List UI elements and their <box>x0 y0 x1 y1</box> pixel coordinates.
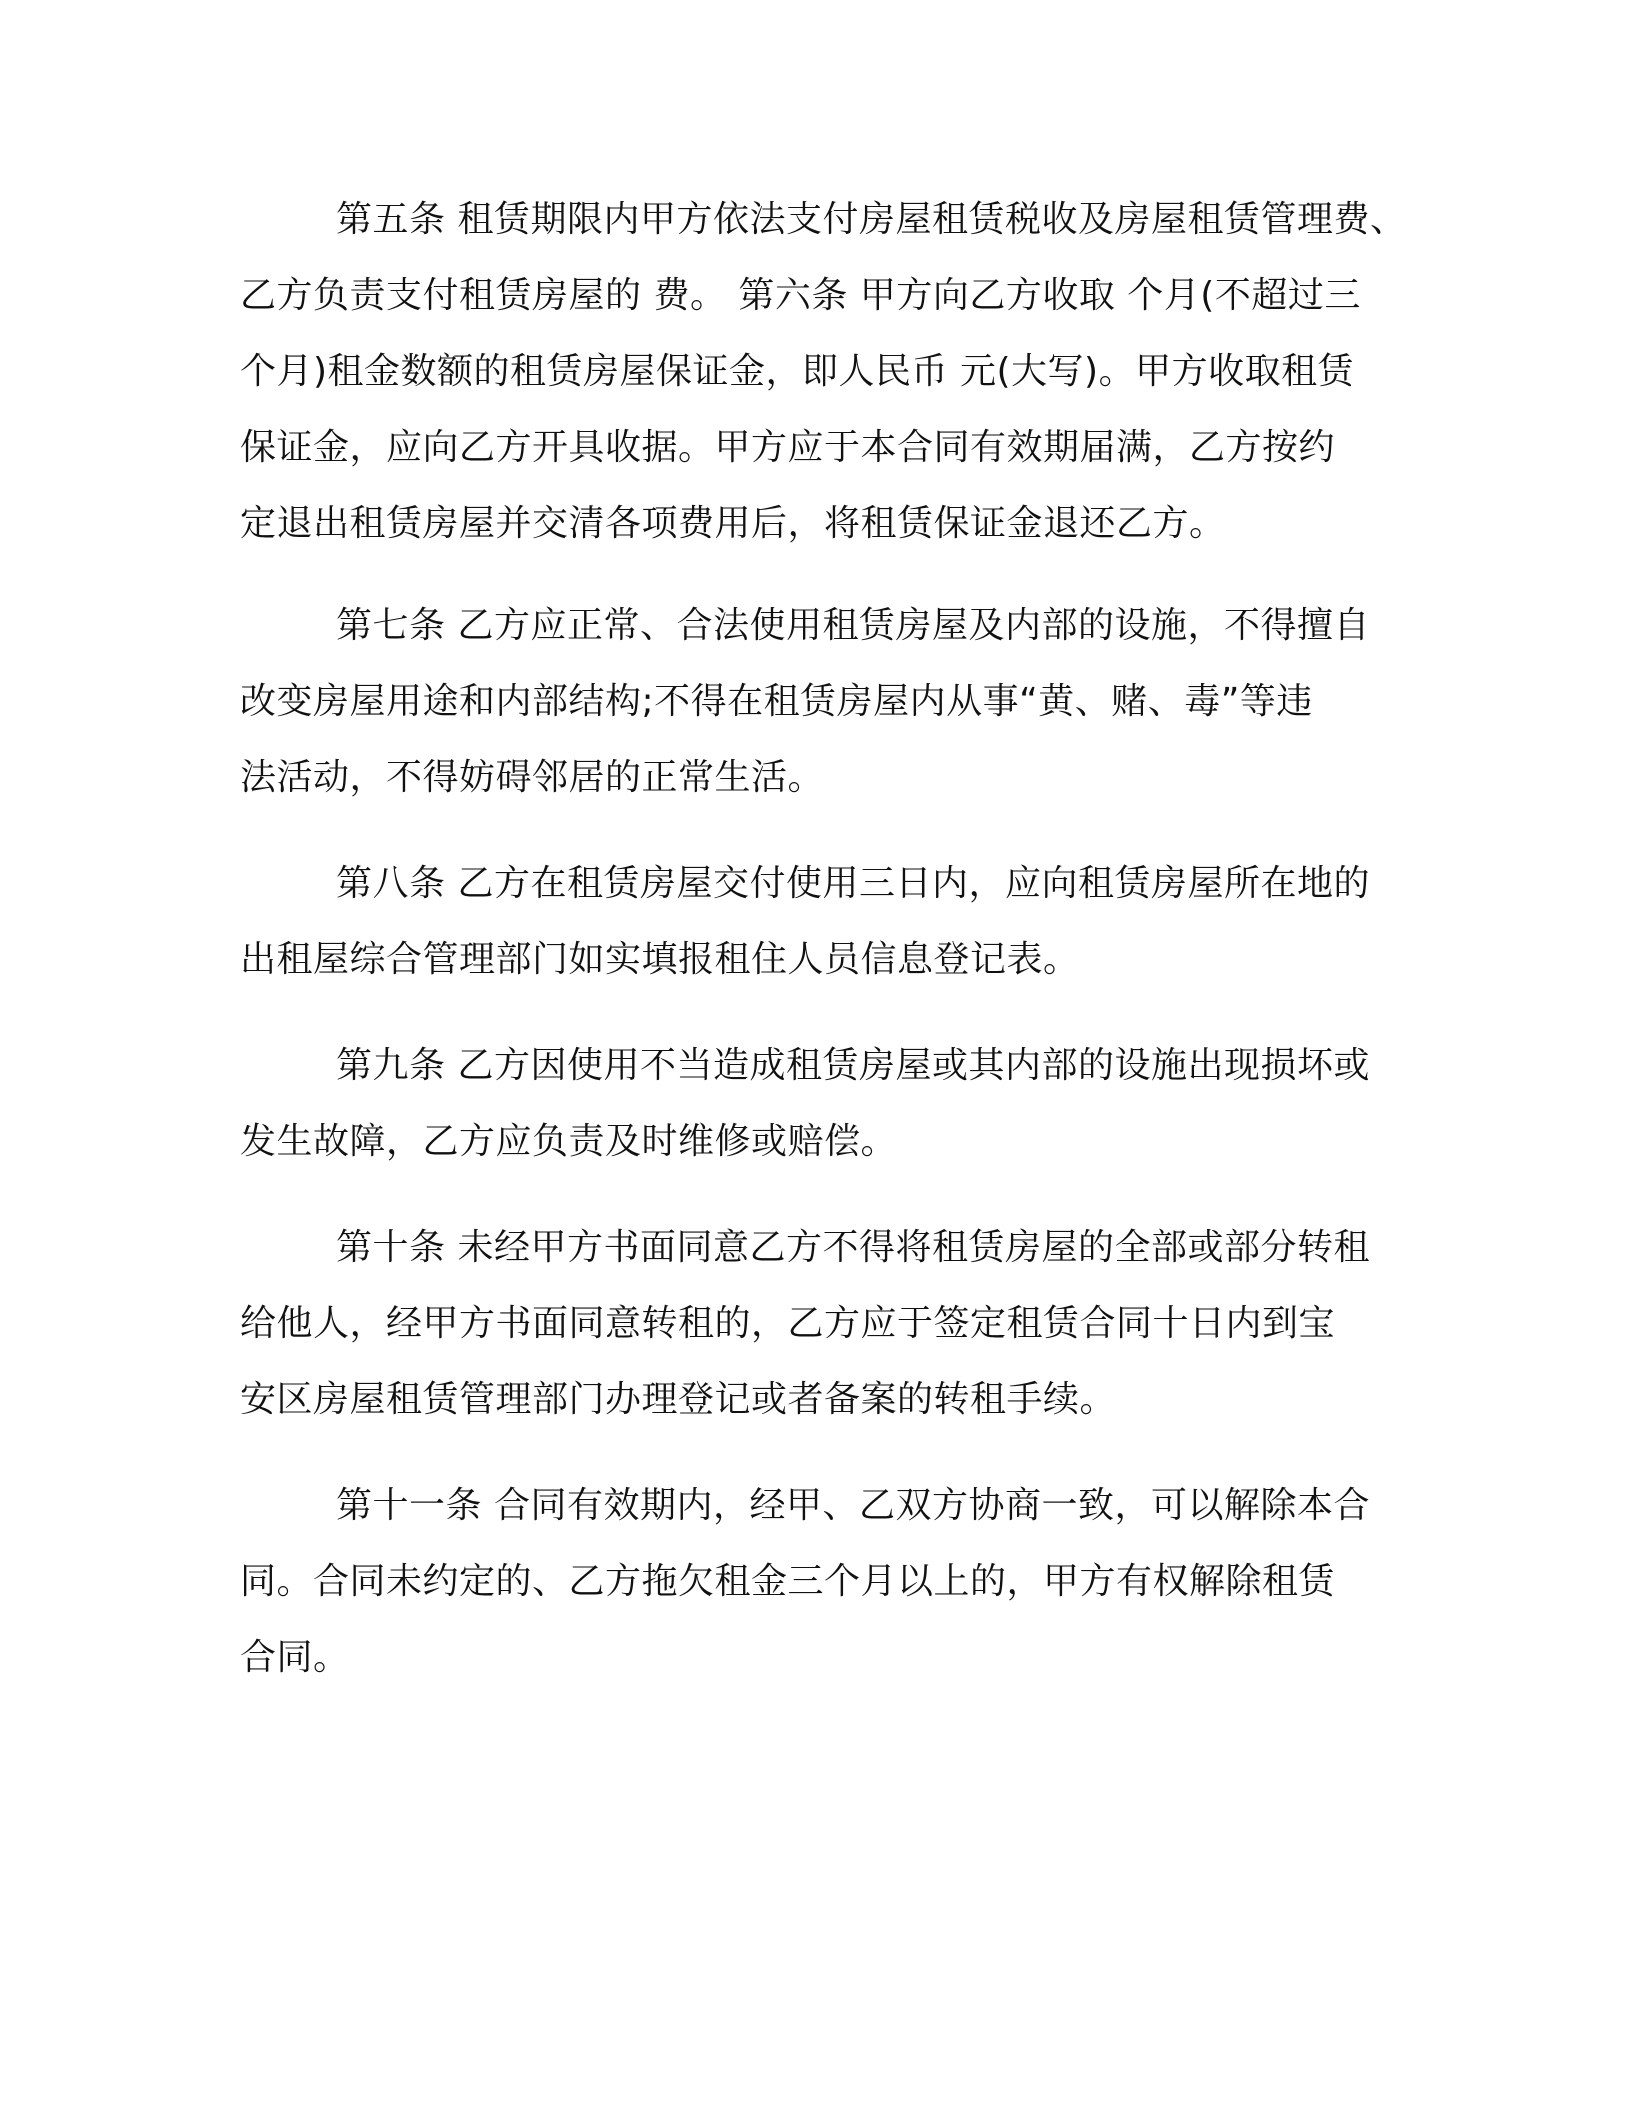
text-line: 合同。 <box>240 1637 350 1678</box>
text-line: 改变房屋用途和内部结构;不得在租赁房屋内从事“黄、赌、毒”等违 <box>240 681 1313 722</box>
text-line: 第八条 乙方在租赁房屋交付使用三日内，应向租赁房屋所在地的 <box>336 863 1370 904</box>
text-line: 给他人，经甲方书面同意转租的，乙方应于签定租赁合同十日内到宝 <box>240 1303 1336 1344</box>
text-line: 发生故障，乙方应负责及时维修或赔偿。 <box>240 1121 898 1162</box>
text-line: 个月)租金数额的租赁房屋保证金，即人民币 元(大写)。甲方收取租赁 <box>240 351 1355 392</box>
text-line: 乙方负责支付租赁房屋的 费。 第六条 甲方向乙方收取 个月(不超过三 <box>240 275 1361 316</box>
text-line: 保证金，应向乙方开具收据。甲方应于本合同有效期届满，乙方按约 <box>240 427 1336 468</box>
text-line: 第十一条 合同有效期内，经甲、乙双方协商一致，可以解除本合 <box>336 1485 1370 1526</box>
text-line: 同。合同未约定的、乙方拖欠租金三个月以上的，甲方有权解除租赁 <box>240 1561 1336 1602</box>
text-line: 第十条 未经甲方书面同意乙方不得将租赁房屋的全部或部分转租 <box>336 1227 1370 1268</box>
text-line: 第九条 乙方因使用不当造成租赁房屋或其内部的设施出现损坏或 <box>336 1045 1370 1086</box>
text-line: 出租屋综合管理部门如实填报租住人员信息登记表。 <box>240 939 1080 980</box>
text-line: 第七条 乙方应正常、合法使用租赁房屋及内部的设施，不得擅自 <box>336 605 1370 646</box>
text-line: 第五条 租赁期限内甲方依法支付房屋租赁税收及房屋租赁管理费、 <box>336 199 1407 240</box>
text-line: 安区房屋租赁管理部门办理登记或者备案的转租手续。 <box>240 1379 1117 1420</box>
text-line: 定退出租赁房屋并交清各项费用后，将租赁保证金退还乙方。 <box>240 503 1226 544</box>
text-line: 法活动，不得妨碍邻居的正常生活。 <box>240 757 825 798</box>
